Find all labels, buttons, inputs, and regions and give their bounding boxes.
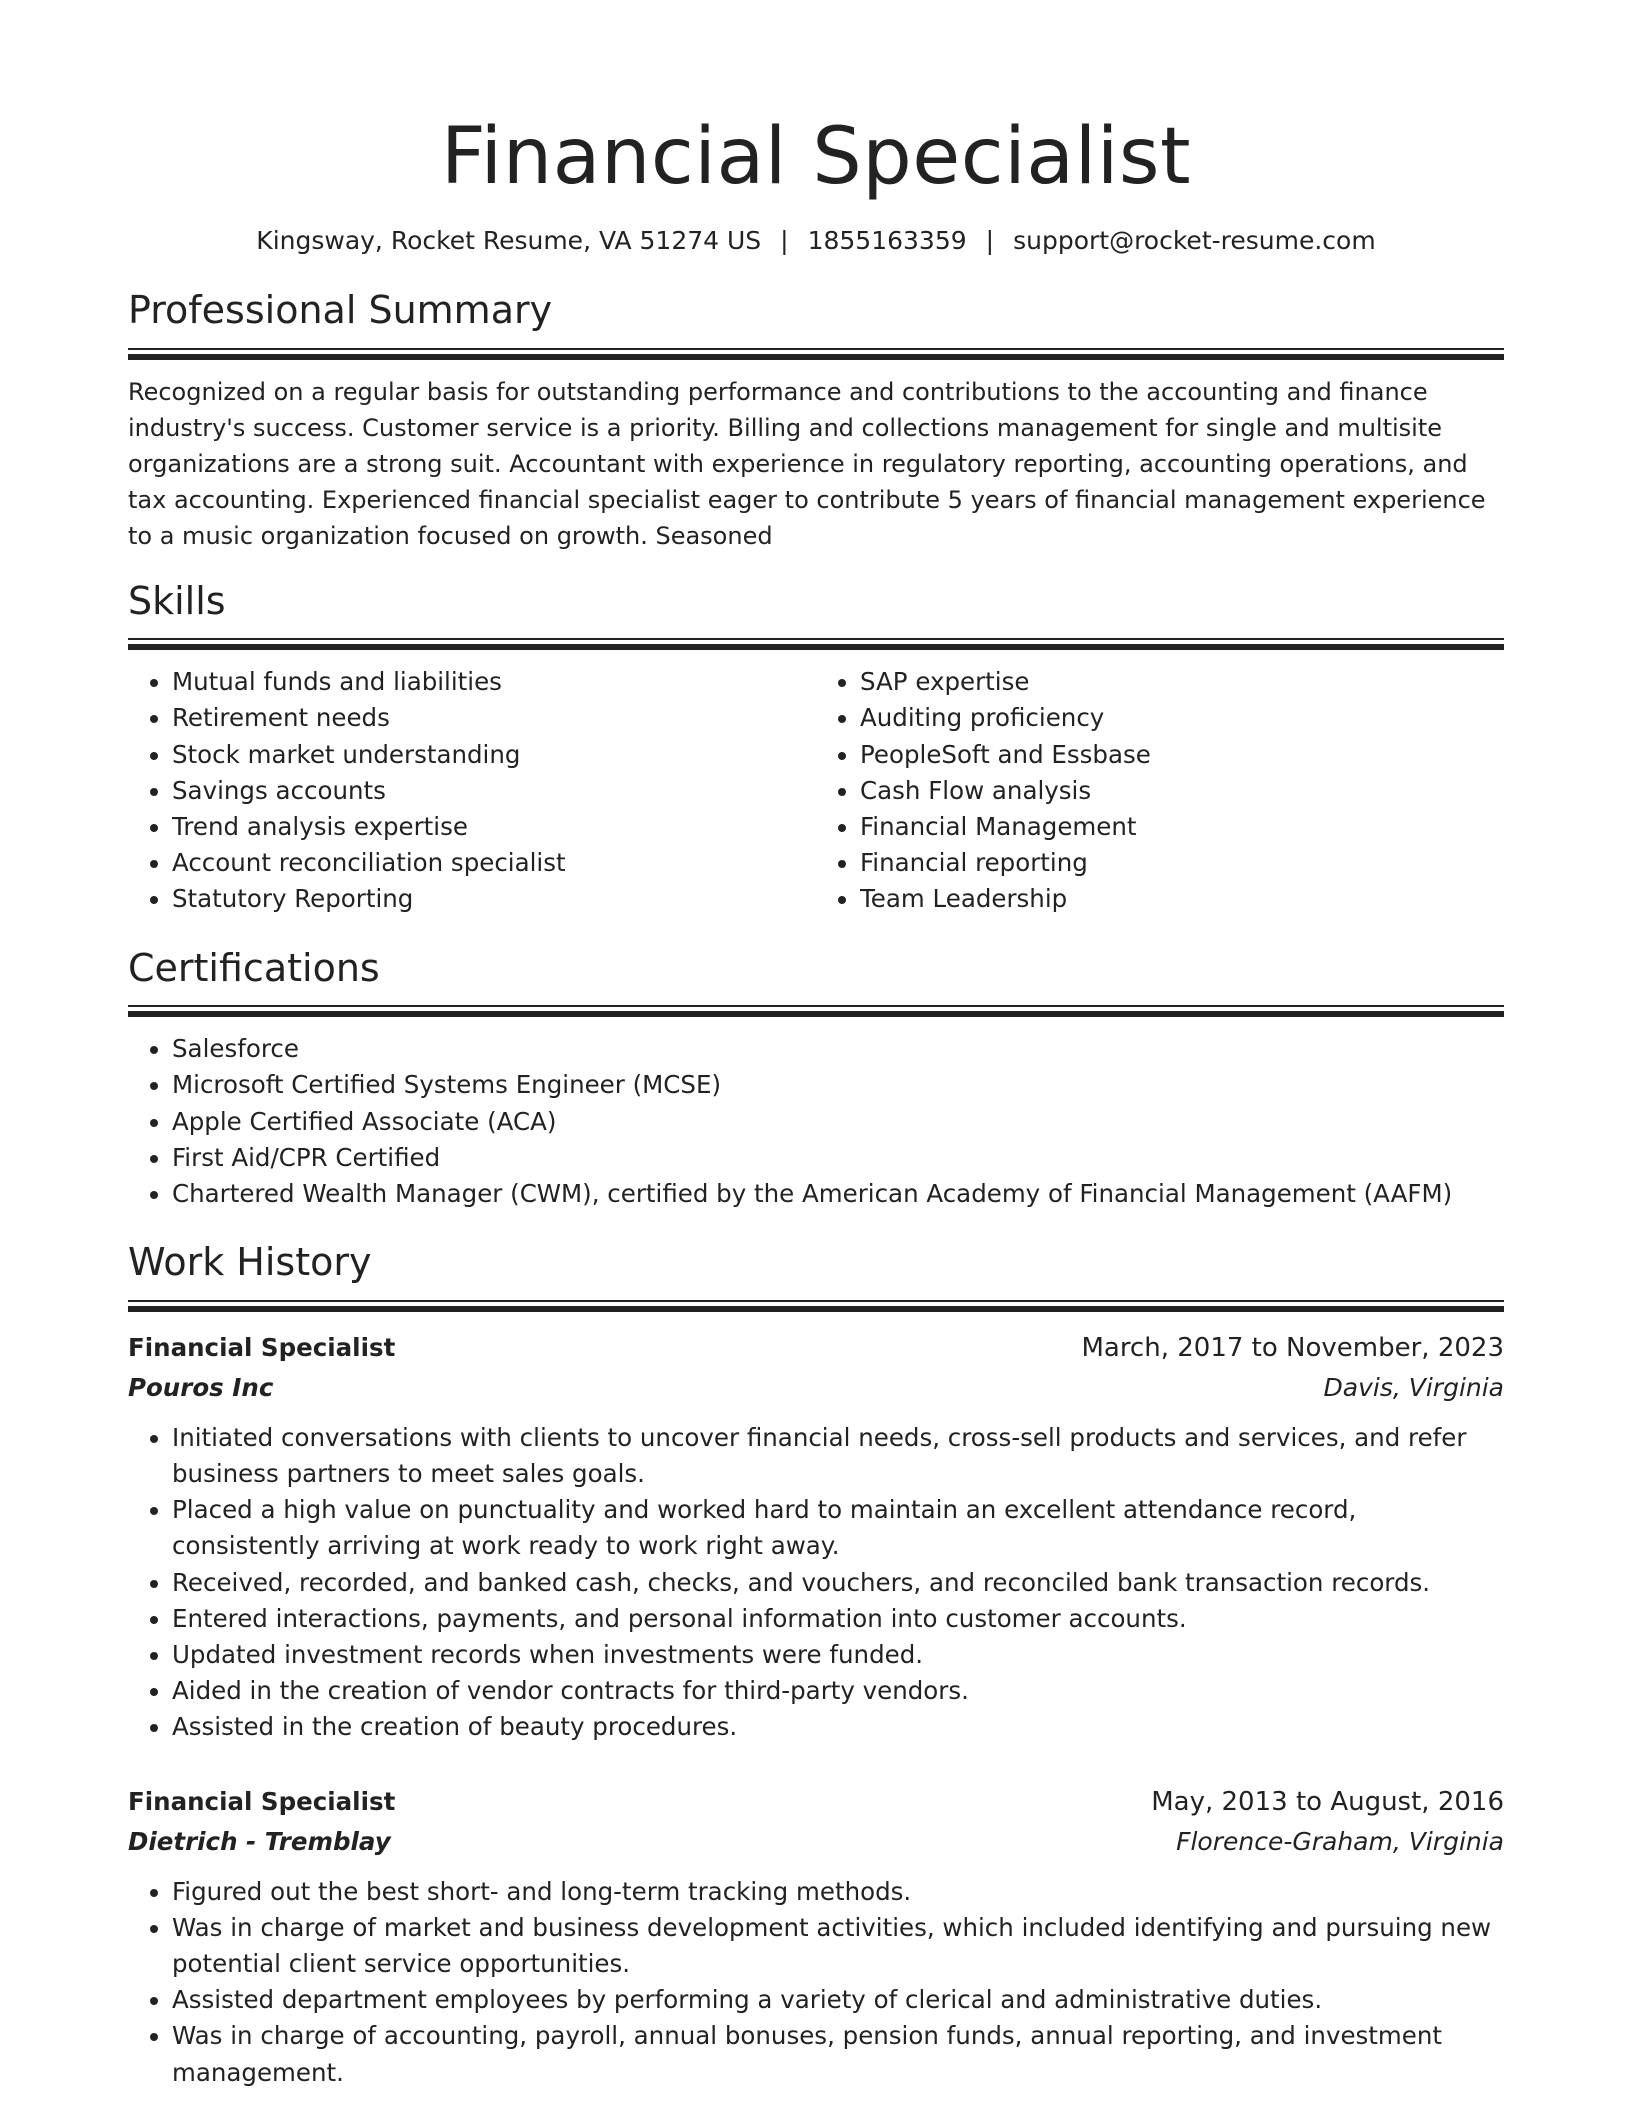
section-divider-thin (128, 1005, 1504, 1007)
skills-list-right (816, 664, 1504, 917)
skill-item: • Financial reporting (860, 845, 1504, 881)
contact-phone: 1855163359 (807, 226, 967, 255)
section-divider-thick (128, 1306, 1504, 1312)
certifications-section (128, 946, 1504, 1213)
job-header-row (128, 1328, 1504, 1368)
contact-address: Kingsway, Rocket Resume, VA 51274 US (256, 226, 762, 255)
job-bullet: • Placed a high value on punctuality and worked hard to maintain an excellent attendance record, consistently arriving at work ready to work right away. (172, 1492, 1504, 1564)
skills-columns (128, 664, 1504, 917)
job-location: Davis, Virginia (1323, 1372, 1504, 1402)
job-bullet: • Entered interactions, payments, and personal information into customer accounts. (172, 1601, 1504, 1637)
skill-item: • Stock market understanding (172, 737, 816, 773)
skills-section (128, 579, 1504, 918)
section-divider-thin (128, 1300, 1504, 1302)
skill-item: • Statutory Reporting (172, 881, 816, 917)
certification-item: • First Aid/CPR Certified (172, 1140, 1504, 1176)
skill-item: • Auditing proficiency (860, 700, 1504, 736)
job-header-row (128, 1782, 1504, 1822)
job-company: Pouros Inc (128, 1372, 274, 1402)
section-divider-thin (128, 638, 1504, 640)
certification-item: • Chartered Wealth Manager (CWM), certified by the American Academy of Financial Management (AAFM) (172, 1176, 1504, 1212)
resume-name: Financial Specialist (440, 112, 1192, 202)
contact-line (128, 226, 1504, 256)
summary-section (128, 288, 1504, 555)
job-bullet: • Initiated conversations with clients to uncover financial needs, cross-sell products and services, and refer business partners to meet sales goals. (172, 1420, 1504, 1492)
skill-item: • SAP expertise (860, 664, 1504, 700)
job-bullet: • Was in charge of market and business development activities, which included identifying and pursuing new potential client service opportunities. (172, 1910, 1504, 1982)
section-divider-thin (128, 348, 1504, 350)
job-entry (128, 1782, 1504, 2091)
certification-item: • Salesforce (172, 1031, 1504, 1067)
skill-item: • Cash Flow analysis (860, 773, 1504, 809)
job-company-row (128, 1822, 1504, 1862)
summary-heading: Professional Summary (128, 288, 553, 332)
job-company-row (128, 1368, 1504, 1408)
job-bullet: • Aided in the creation of vendor contracts for third-party vendors. (172, 1673, 1504, 1709)
job-location: Florence-Graham, Virginia (1176, 1826, 1504, 1856)
job-bullet: • Figured out the best short- and long-term tracking methods. (172, 1874, 1504, 1910)
job-bullet: • Was in charge of accounting, payroll, annual bonuses, pension funds, annual reporting, and investment management. (172, 2018, 1504, 2090)
work-history-heading: Work History (128, 1240, 372, 1285)
job-bullet: • Assisted in the creation of beauty procedures. (172, 1709, 1504, 1745)
job-title: Financial Specialist (128, 1332, 396, 1362)
skill-item: • Financial Management (860, 809, 1504, 845)
summary-text: Recognized on a regular basis for outstanding performance and contributions to the accounting and finance industry's success. Customer service is a priority. Billing and collections management for single and multisite organizations are a strong suit. Accountant with experience in regulatory reporting, accounting operations, and tax accounting. Experienced financial specialist eager to contribute 5 years of financial management experience to a music organization focused on growth. Seasoned (128, 377, 1486, 551)
skill-item: • PeopleSoft and Essbase (860, 737, 1504, 773)
certification-item: • Apple Certified Associate (ACA) (172, 1104, 1504, 1140)
section-divider-thick (128, 354, 1504, 360)
job-company: Dietrich - Tremblay (128, 1826, 391, 1856)
skill-item: • Retirement needs (172, 700, 816, 736)
job-title: Financial Specialist (128, 1786, 396, 1816)
job-bullet: • Updated investment records when investments were funded. (172, 1637, 1504, 1673)
contact-separator: | (780, 226, 789, 255)
job-bullets (128, 1420, 1504, 1746)
job-entry (128, 1328, 1504, 1746)
job-bullet: • Assisted department employees by performing a variety of clerical and administrative duties. (172, 1982, 1504, 2018)
resume-content (128, 112, 1504, 2091)
skill-item: • Trend analysis expertise (172, 809, 816, 845)
skills-list-left (128, 664, 816, 917)
job-bullet: • Received, recorded, and banked cash, checks, and vouchers, and reconciled bank transaction records. (172, 1565, 1504, 1601)
contact-separator: | (985, 226, 995, 255)
skill-item: • Mutual funds and liabilities (172, 664, 816, 700)
section-divider-thick (128, 1011, 1504, 1017)
skill-item: • Savings accounts (172, 773, 816, 809)
skill-item: • Account reconciliation specialist (172, 845, 816, 881)
job-bullets (128, 1874, 1504, 2091)
certifications-list (128, 1031, 1504, 1212)
skill-item: • Team Leadership (860, 881, 1504, 917)
contact-email: support@rocket-resume.com (1013, 226, 1376, 255)
job-dates: May, 2013 to August, 2016 (1151, 1786, 1504, 1817)
certification-item: • Microsoft Certified Systems Engineer (MCSE) (172, 1067, 1504, 1103)
job-dates: March, 2017 to November, 2023 (1081, 1332, 1504, 1363)
section-divider-thick (128, 644, 1504, 650)
certifications-heading: Certifications (128, 945, 380, 990)
skills-heading: Skills (128, 578, 226, 623)
work-history-section (128, 1240, 1504, 2091)
